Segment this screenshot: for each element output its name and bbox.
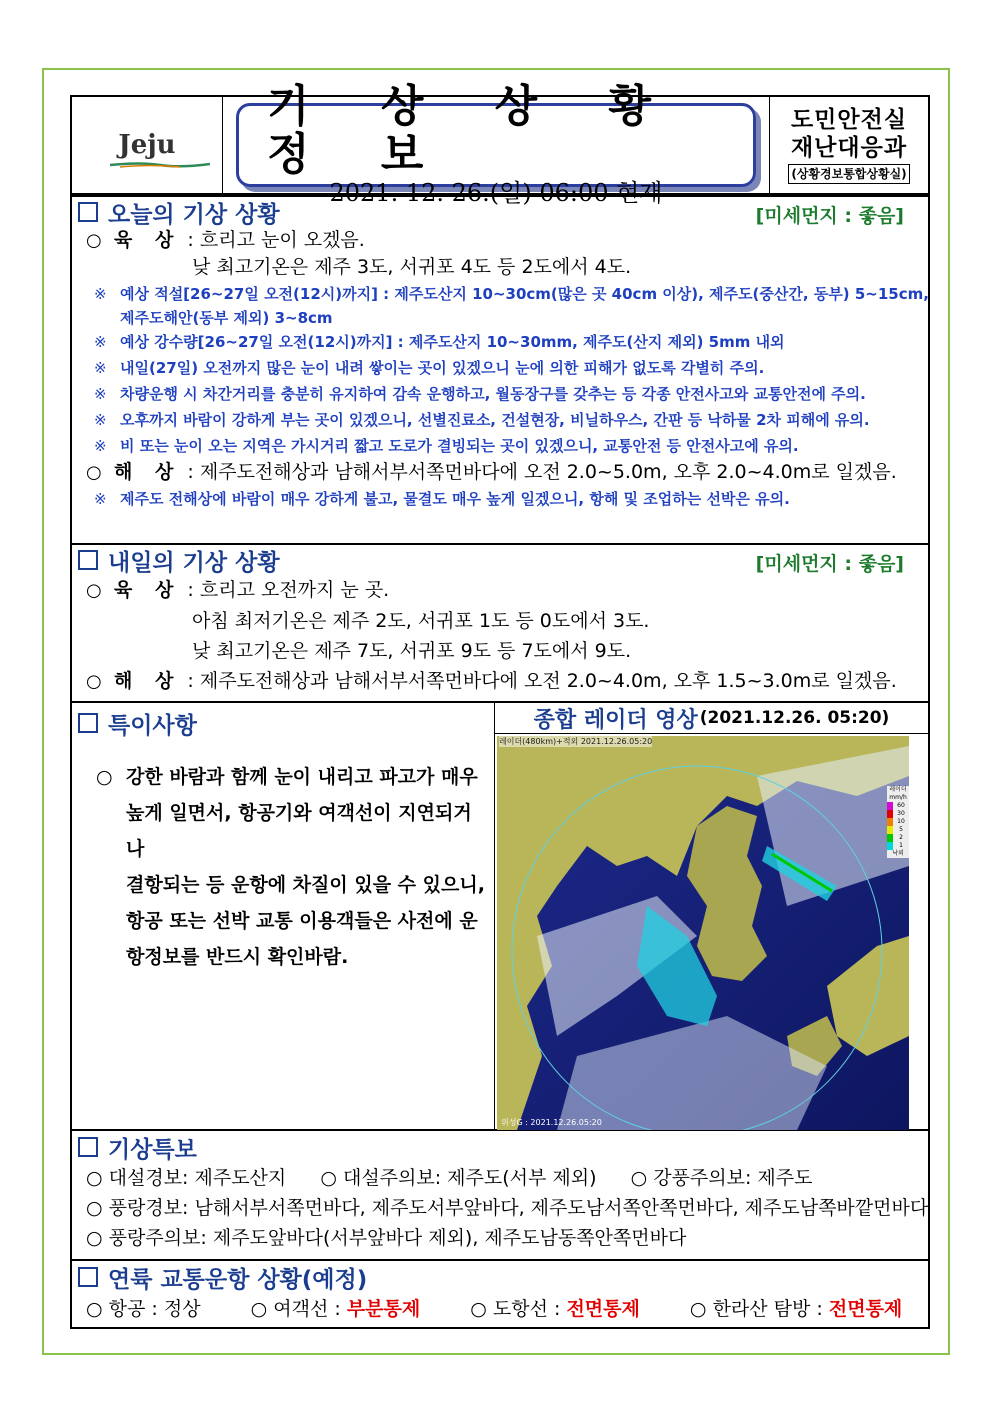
sea-note: ※ 제주도 전해상에 바람이 매우 강하게 불고, 물결도 매우 높게 일겠으니, 항해 및 조업하는 선박은 유의.: [72, 486, 928, 512]
today-land-text: : 흐리고 눈이 오겠음.: [187, 229, 365, 251]
legend-unit: mm/h: [889, 794, 907, 801]
circle-bullet-icon: ○: [689, 1298, 707, 1320]
tomorrow-land-line3: 낮 최고기온은 제주 7도, 서귀포 9도 등 7도에서 9도.: [192, 640, 632, 662]
note-item-cont: 제주도해안(동부 제외) 3~8cm: [120, 309, 333, 327]
checkbox-icon: [78, 1267, 98, 1287]
warning-item: 강풍주의보: 제주도: [653, 1167, 813, 1189]
traffic-status: 전면통제: [566, 1298, 640, 1320]
checkbox-icon: [78, 1137, 98, 1157]
traffic-status-row: [72, 1293, 928, 1325]
traffic-heading-text: 연륙 교통운항 상황(예정): [108, 1266, 368, 1293]
legend-entry: 60: [887, 802, 909, 810]
warning-item: 풍랑경보: 남해서부서쪽먼바다, 제주도서부앞바다, 제주도남서쪽안쪽먼바다, 제주도남쪽바깥먼바다: [108, 1197, 929, 1219]
note-item: ※ 차량운행 시 차간거리를 충분히 유지하여 감속 운행하고, 월동장구를 갖추는 등 각종 안전사고와 교통안전에 주의.: [72, 381, 928, 407]
sea-label: 해 상: [114, 670, 182, 692]
reference-mark-icon: ※: [94, 333, 107, 351]
legend-entry: 10: [887, 818, 909, 826]
jeju-logo: [118, 130, 175, 160]
reference-mark-icon: ※: [94, 411, 107, 429]
radar-bottom-caption: 위성G : 2021.12.26.05:20: [501, 1118, 602, 1127]
land-label: 육 상: [114, 579, 182, 601]
traffic-label: 항공 :: [108, 1298, 164, 1320]
special-line: 결항되는 등 운항에 차질이 있을 수 있으니,: [126, 874, 485, 896]
tomorrow-dust-status: [미세먼지 : 좋음]: [755, 553, 904, 575]
circle-bullet-icon: ○: [86, 1197, 103, 1219]
sea-label: 해 상: [114, 461, 182, 483]
logo-cell: [72, 97, 223, 193]
header: [70, 81, 930, 207]
warnings-heading: [72, 1131, 928, 1163]
traffic-section: [70, 1261, 930, 1329]
special-line: 높게 일면서, 항공기와 여객선이 지연되거나: [126, 802, 472, 860]
page-title: 기 상 상 황 정 보: [267, 81, 679, 180]
radar-legend: [887, 786, 909, 858]
circle-bullet-icon: ○: [86, 580, 102, 601]
traffic-heading: [72, 1261, 928, 1293]
circle-bullet-icon: ○: [86, 1167, 103, 1189]
reference-mark-icon: ※: [94, 437, 107, 455]
warning-item: 풍랑주의보: 제주도앞바다(서부앞바다 제외), 제주도남동쪽안쪽먼바다: [108, 1227, 687, 1249]
traffic-status: 정상: [163, 1298, 201, 1320]
document: [70, 81, 930, 1329]
radar-map-image: [497, 736, 909, 1130]
special-line: 항공 또는 선박 교통 이용객들은 사전에 운: [126, 910, 478, 932]
special-line: 강한 바람과 함께 눈이 내리고 파고가 매우: [126, 766, 478, 788]
special-heading-text: 특이사항: [108, 712, 197, 739]
tomorrow-land-line1: [72, 575, 928, 606]
today-sea-text: : 제주도전해상과 남해서부서쪽먼바다에 오전 2.0~5.0m, 오후 2.0~4.0m로 일겠음.: [187, 461, 897, 483]
legend-lightning: 낙뢰: [892, 850, 904, 857]
note-item: ※ 예상 적설[26~27일 오전(12시)까지] : 제주도산지 10~30cm(많은 곳 40cm 이상), 제주도(중산간, 동부) 5~15cm,: [72, 281, 928, 307]
warning-item: 대설경보: 제주도산지: [108, 1167, 287, 1189]
circle-bullet-icon: ○: [86, 671, 102, 692]
warnings-row2: [72, 1193, 928, 1223]
warnings-section: [70, 1131, 930, 1261]
special-text: [72, 743, 494, 975]
circle-bullet-icon: ○: [86, 1298, 103, 1320]
legend-entry: 5: [887, 826, 909, 834]
tomorrow-heading-text: 내일의 기상 상황: [108, 549, 280, 576]
circle-bullet-icon: ○: [86, 230, 102, 251]
note-item: ※ 오후까지 바람이 강하게 부는 곳이 있겠으니, 선별진료소, 건설현장, 비닐하우스, 간판 등 낙하물 2차 피해에 유의.: [72, 407, 928, 433]
warnings-row1: [72, 1163, 928, 1193]
legend-entry: 30: [887, 810, 909, 818]
special-notes: [72, 703, 495, 1129]
circle-bullet-icon: ○: [630, 1167, 648, 1189]
title-cell: [223, 81, 769, 207]
note-item: ※ 비 또는 눈이 오는 지역은 가시거리 짧고 도로가 결빙되는 곳이 있겠으니, 교통안전 등 안전사고에 유의.: [72, 433, 928, 459]
warning-item: 대설주의보: 제주도(서부 제외): [342, 1167, 597, 1189]
today-land-line2: 낮 최고기온은 제주 3도, 서귀포 4도 등 2도에서 4도.: [192, 256, 632, 278]
logo-swoosh-icon: [110, 162, 210, 168]
circle-bullet-icon: ○: [320, 1167, 337, 1189]
circle-bullet-icon: ○: [96, 766, 113, 788]
warnings-heading-text: 기상특보: [108, 1136, 197, 1163]
division-name: 재난대응과: [790, 135, 908, 161]
reference-mark-icon: ※: [94, 490, 107, 508]
tomorrow-section: [70, 545, 930, 703]
today-sea-line: [72, 459, 928, 486]
reference-mark-icon: ※: [94, 385, 107, 403]
today-heading-text: 오늘의 기상 상황: [108, 201, 280, 228]
special-line: 항정보를 반드시 확인바람.: [126, 946, 349, 968]
radar-title: [495, 703, 928, 734]
radar-image: [497, 736, 909, 1130]
department-cell: [769, 97, 928, 193]
checkbox-icon: [78, 202, 98, 222]
land-label: 육 상: [114, 229, 182, 251]
tomorrow-land-text: : 흐리고 오전까지 눈 곳.: [187, 579, 390, 601]
circle-bullet-icon: ○: [470, 1298, 487, 1320]
office-name: (상황경보통합상황실): [788, 164, 909, 184]
reference-mark-icon: ※: [94, 359, 107, 377]
checkbox-icon: [78, 550, 98, 570]
tomorrow-sea-line: [72, 666, 928, 697]
title-box: [236, 81, 756, 207]
traffic-label: 여객선 :: [273, 1298, 347, 1320]
legend-entry: 2: [887, 834, 909, 842]
tomorrow-sea-text: : 제주도전해상과 남해서부서쪽먼바다에 오전 2.0~4.0m, 오후 1.5~3.0m로 일겠음.: [187, 670, 897, 692]
note-item: ※ 예상 강수량[26~27일 오전(12시)까지] : 제주도산지 10~30mm, 제주도(산지 제외) 5mm 내외: [72, 329, 928, 355]
radar-title-text: 종합 레이더 영상: [533, 707, 698, 733]
traffic-label: 도항선 :: [492, 1298, 567, 1320]
radar-top-caption: 레이더(480km)+적외 2021.12.26.05:20: [499, 737, 653, 746]
traffic-status: 부분통제: [346, 1298, 421, 1320]
radar-timestamp: (2021.12.26. 05:20): [699, 708, 890, 728]
today-dust-status: [미세먼지 : 좋음]: [755, 205, 904, 227]
today-land-line1: [72, 227, 928, 254]
circle-bullet-icon: ○: [86, 1227, 103, 1249]
note-item: ※ 내일(27일) 오전까지 많은 눈이 내려 쌓이는 곳이 있겠으니 눈에 의한 피해가 없도록 각별히 주의.: [72, 355, 928, 381]
legend-rows: [887, 802, 909, 850]
traffic-status: 전면통제: [828, 1298, 903, 1320]
circle-bullet-icon: ○: [250, 1298, 268, 1320]
checkbox-icon: [78, 713, 98, 733]
reference-mark-icon: ※: [94, 285, 107, 303]
warnings-row3: [72, 1223, 928, 1253]
department-name: 도민안전실: [790, 107, 908, 133]
circle-bullet-icon: ○: [86, 462, 102, 483]
tomorrow-land-line2: 아침 최저기온은 제주 2도, 서귀포 1도 등 0도에서 3도.: [192, 610, 650, 632]
logo-text: Jeju: [118, 130, 176, 160]
special-heading: [72, 703, 494, 743]
today-section: [70, 195, 930, 545]
report-date: - 2021. 12. 26.(일) 06:00 현재 -: [313, 179, 679, 207]
traffic-label: 한라산 탐방 :: [712, 1298, 829, 1320]
radar-panel: [495, 703, 928, 1129]
special-section: [70, 703, 930, 1131]
legend-title: 레이더: [889, 786, 907, 793]
legend-entry: 1: [887, 842, 909, 850]
